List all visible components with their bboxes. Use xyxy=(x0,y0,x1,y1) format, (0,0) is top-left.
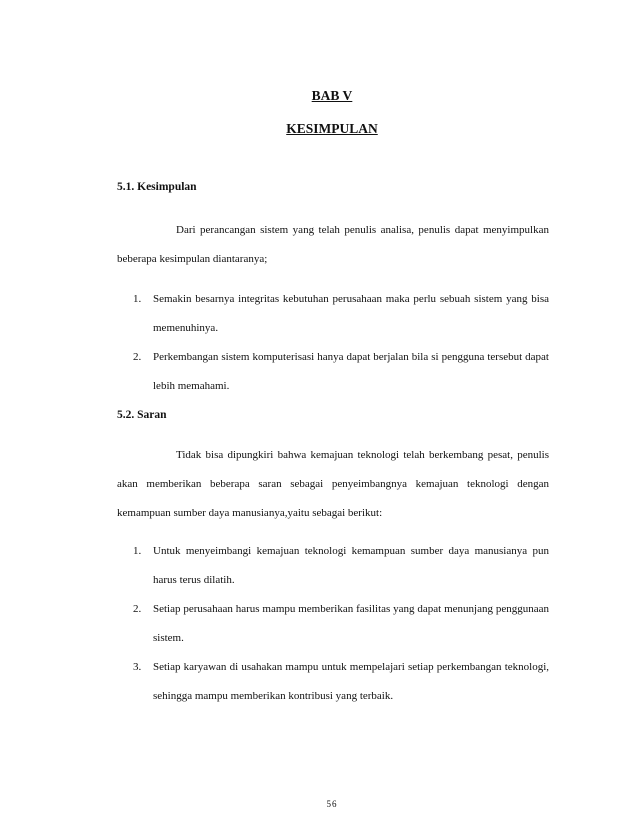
chapter-title: KESIMPULAN xyxy=(286,121,378,136)
list-item xyxy=(117,595,549,653)
list-item-text: Setiap perusahaan harus mampu memberikan fasilitas yang dapat menunjang penggunaan sistem. xyxy=(153,603,549,644)
paragraph-saran: Tidak bisa dipungkiri bahwa kemajuan teknologi telah berkembang pesat, penulis akan memberikan beberapa saran sebagai penyeimbangnya kemajuan teknologi dengan kemampuan sumber daya manusianya,yaitu sebagai berikut: xyxy=(117,449,549,519)
list-item xyxy=(117,537,549,595)
list-item-number: 3. xyxy=(133,661,142,673)
list-saran xyxy=(117,537,549,711)
list-item-number: 1. xyxy=(133,545,142,557)
list-kesimpulan xyxy=(117,285,549,401)
section-heading-saran: 5.2. Saran xyxy=(117,409,167,421)
list-item xyxy=(117,343,549,401)
paragraph-kesimpulan: Dari perancangan sistem yang telah penulis analisa, penulis dapat menyimpulkan beberapa kesimpulan diantaranya; xyxy=(117,224,549,265)
page-number: 56 xyxy=(326,799,338,809)
list-item-text: Untuk menyeimbangi kemajuan teknologi kemampuan sumber daya manusianya pun harus terus dilatih. xyxy=(153,545,549,586)
list-item-number: 2. xyxy=(133,603,142,615)
list-item-text: Setiap karyawan di usahakan mampu untuk mempelajari setiap perkembangan teknologi, sehingga mampu memberikan kontribusi yang terbaik. xyxy=(153,661,549,702)
section-heading-kesimpulan: 5.1. Kesimpulan xyxy=(117,181,197,193)
list-item xyxy=(117,653,549,711)
list-item-text: Semakin besarnya integritas kebutuhan perusahaan maka perlu sebuah sistem yang bisa memenuhinya. xyxy=(153,293,549,334)
list-item-text: Perkembangan sistem komputerisasi hanya dapat berjalan bila si pengguna tersebut dapat lebih memahami. xyxy=(153,351,549,392)
list-item-number: 1. xyxy=(133,293,142,305)
list-item-number: 2. xyxy=(133,351,142,363)
chapter-number: BAB V xyxy=(311,88,353,103)
list-item xyxy=(117,285,549,343)
